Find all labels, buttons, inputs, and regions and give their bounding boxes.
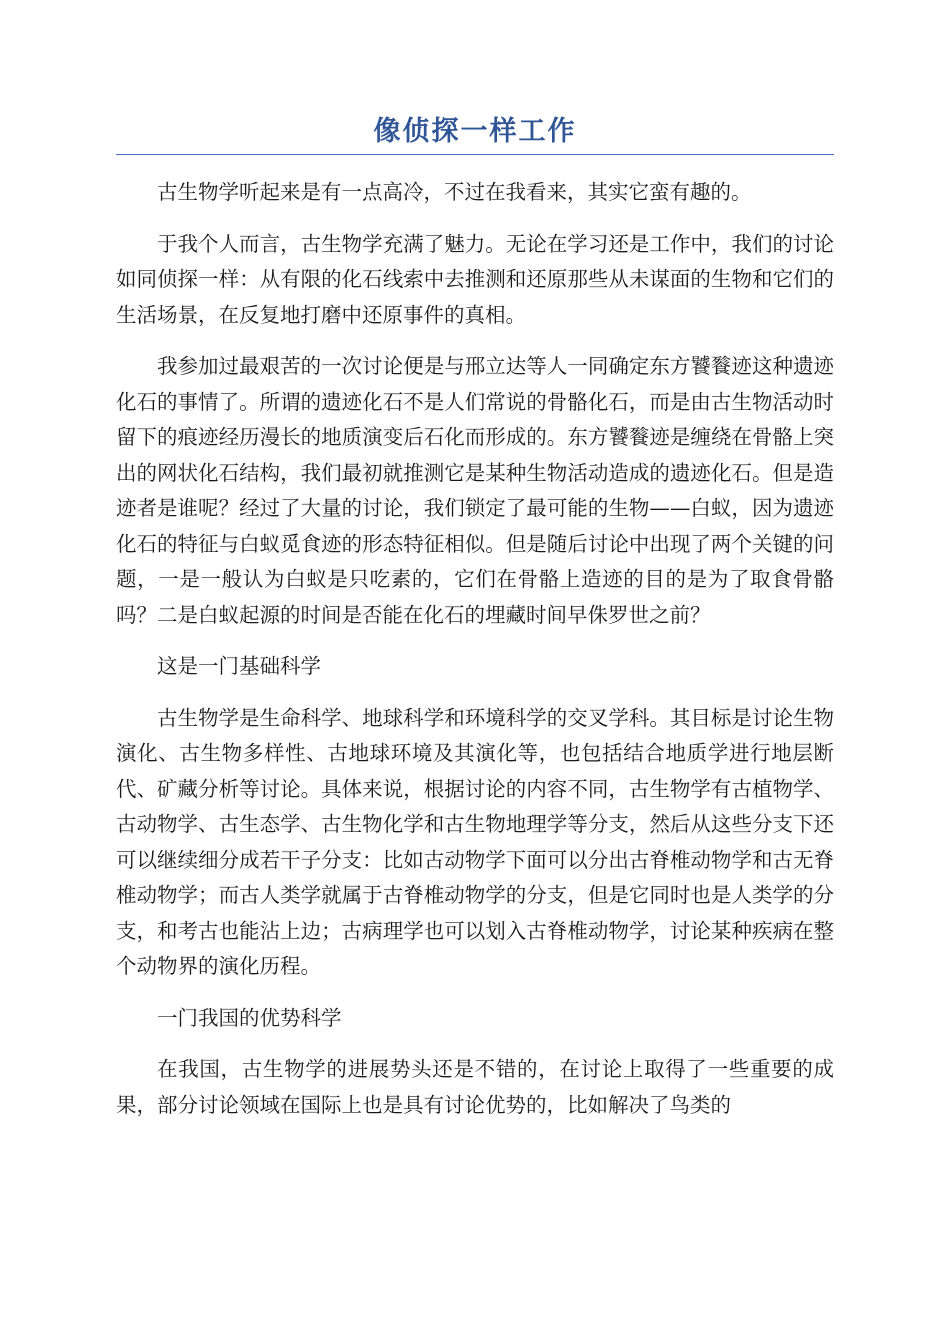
- section-heading-advantage-science: 一门我国的优势科学: [157, 1005, 342, 1030]
- document-body: [116, 175, 834, 1123]
- paragraph-discipline-overview: 古生物学是生命科学、地球科学和环境科学的交叉学科。其目标是讨论生物演化、古生物多样性、古地球环境及其演化等，也包括结合地质学进行地层断代、矿藏分析等讨论。具体来说，根据讨论的内容不同，古生物学有古植物学、古动物学、古生态学、古生物化学和古生物地理学等分支，然后从这些分支下还可以继续细分成若干子分支：比如古动物学下面可以分出古脊椎动物学和古无脊椎动物学；而古人类学就属于古脊椎动物学的分支，但是它同时也是人类学的分支，和考古也能沾上边；古病理学也可以划入古脊椎动物学，讨论某种疾病在整个动物界的演化历程。: [116, 705, 834, 978]
- document-title: 像侦探一样工作: [116, 112, 834, 155]
- document-page: [116, 112, 834, 1139]
- paragraph-intro: 古生物学听起来是有一点高冷，不过在我看来，其实它蛮有趣的。: [157, 180, 752, 204]
- paragraph-personal-view: 于我个人而言，古生物学充满了魅力。无论在学习还是工作中，我们的讨论如同侦探一样：从有限的化石线索中去推测和还原那些从未谋面的生物和它们的生活场景，在反复地打磨中还原事件的真相。: [116, 231, 834, 327]
- section-heading-basic-science: 这是一门基础科学: [157, 654, 321, 678]
- paragraph-trace-fossil-study: 我参加过最艰苦的一次讨论便是与邢立达等人一同确定东方饕餮迹这种遗迹化石的事情了。所谓的遗迹化石不是人们常说的骨骼化石，而是由古生物活动时留下的痕迹经历漫长的地质演变后石化而形成的。东方饕餮迹是缠绕在骨骼上突出的网状化石结构，我们最初就推测它是某种生物活动造成的遗迹化石。但是造迹者是谁呢？经过了大量的讨论，我们锁定了最可能的生物——白蚁，因为遗迹化石的特征与白蚁觅食迹的形态特征相似。但是随后讨论中出现了两个关键的问题，一是一般认为白蚁是只吃素的，它们在骨骼上造迹的目的是为了取食骨骼吗？二是白蚁起源的时间是否能在化石的埋藏时间早侏罗世之前？: [116, 354, 834, 627]
- paragraph-china-progress: 在我国，古生物学的进展势头还是不错的，在讨论上取得了一些重要的成果，部分讨论领域在国际上也是具有讨论优势的，比如解决了鸟类的: [116, 1057, 834, 1117]
